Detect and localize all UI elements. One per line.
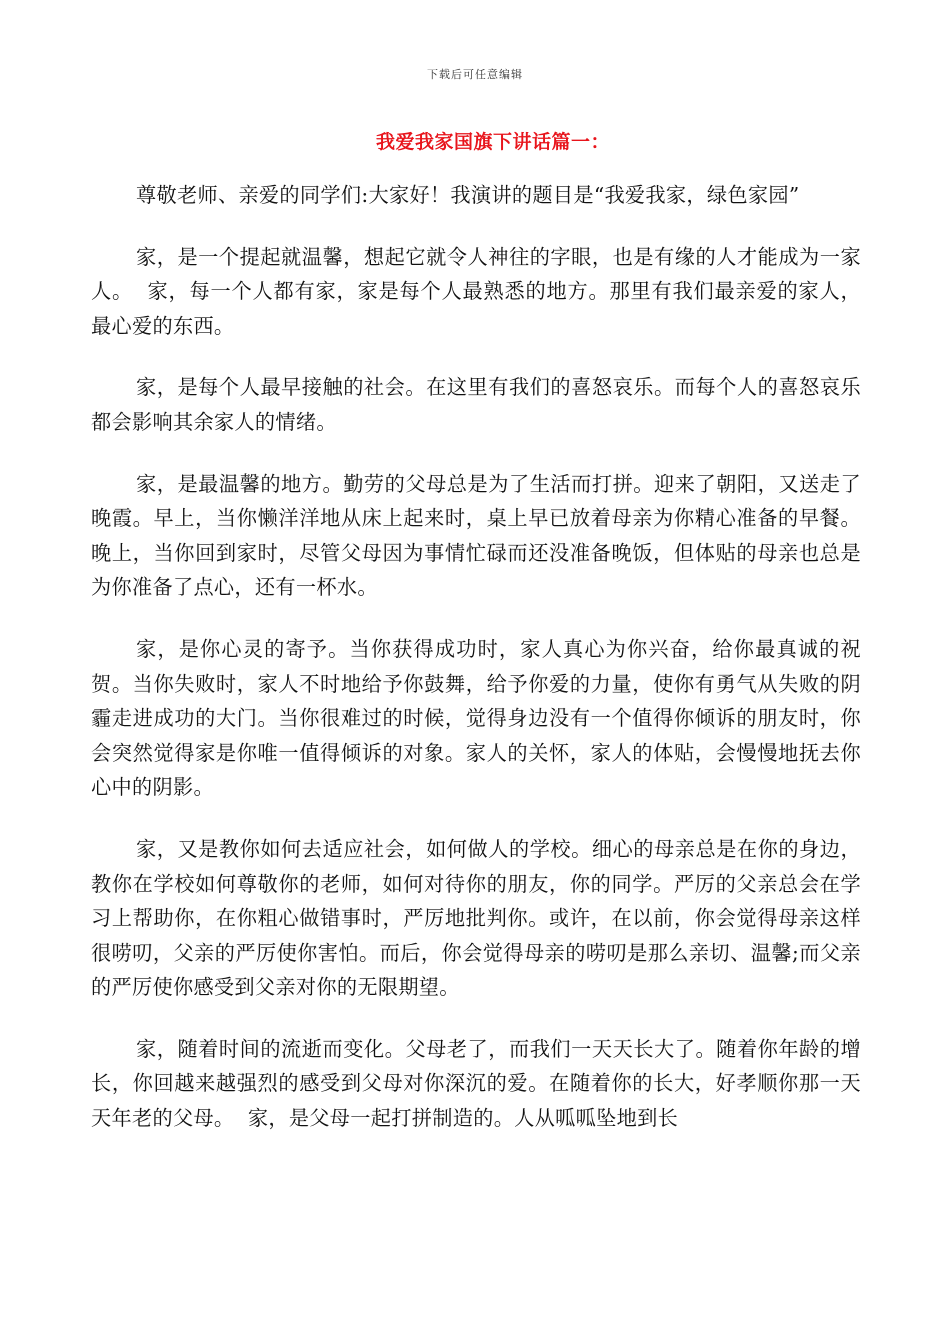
paragraph-6: 家，又是教你如何去适应社会，如何做人的学校。细心的母亲总是在你的身边，教你在学校如何尊敬你的老师，如何对待你的朋友，你的同学。严厉的父亲总会在学习上帮助你，在你粗心做错事时，严厉地批判你。或许，在以前，你会觉得母亲这样很唠叨，父亲的严厉使你害怕。而后，你会觉得母亲的唠叨是那么亲切、温馨;而父亲的严厉使你感受到父亲对你的无限期望。 — [91, 836, 861, 1000]
paragraph-7: 家，随着时间的流逝而变化。父母老了，而我们一天天长大了。随着你年龄的增长，你回越来越强烈的感受到父母对你深沉的爱。在随着你的长大，好孝顺你那一天天年老的父母。 家，是父母一起打拼制造的。人从呱呱坠地到长 — [91, 1036, 861, 1131]
header-note: 下载后可任意编辑 — [427, 68, 523, 81]
paragraph-2: 家，是一个提起就温馨，想起它就令人神往的字眼，也是有缘的人才能成为一家人。 家，每一个人都有家，家是每个人最熟悉的地方。那里有我们最亲爱的家人，最心爱的东西。 — [91, 244, 861, 338]
page-title: 我爱我家国旗下讲话篇一： — [375, 131, 610, 153]
paragraph-4: 家，是最温馨的地方。勤劳的父母总是为了生活而打拼。迎来了朝阳，又送走了晚霞。早上，当你懒洋洋地从床上起来时，桌上早已放着母亲为你精心准备的早餐。晚上，当你回到家时，尽管父母因为事情忙碌而还没准备晚饭，但体贴的母亲也总是为你准备了点心，还有一杯水。 — [91, 471, 861, 600]
paragraph-3: 家，是每个人最早接触的社会。在这里有我们的喜怒哀乐。而每个人的喜怒哀乐都会影响其余家人的情绪。 — [91, 375, 861, 434]
document-body — [91, 178, 861, 1163]
paragraph-greeting: 尊敬老师、亲爱的同学们:大家好！我演讲的题目是“我爱我家，绿色家园” — [136, 183, 800, 207]
paragraph-5: 家，是你心灵的寄予。当你获得成功时，家人真心为你兴奋，给你最真诚的祝贺。当你失败时，家人不时地给予你鼓舞，给予你爱的力量，使你有勇气从失败的阴霾走进成功的大门。当你很难过的时候，觉得身边没有一个值得你倾诉的朋友时，你会突然觉得家是你唯一值得倾诉的对象。家人的关怀，家人的体贴，会慢慢地抚去你心中的阴影。 — [91, 636, 861, 800]
